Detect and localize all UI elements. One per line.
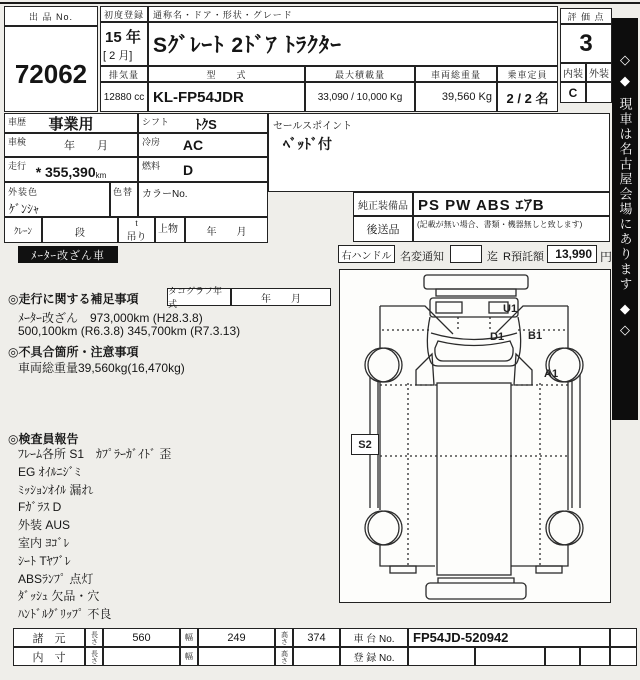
lot-no-value: 72062 — [4, 26, 98, 112]
made-label: 迄 — [487, 251, 498, 263]
spec-length-label: 長さ — [85, 628, 103, 647]
interior-grade-value: C — [560, 82, 586, 103]
sales-point-label: セールスポイント — [273, 121, 353, 132]
max-payload-label: 最大積載量 — [305, 66, 415, 82]
mileage-note-line2: 500,100km (R6.3.8) 345,700km (R7.3.13) — [18, 324, 241, 338]
fuel-cell — [138, 157, 268, 182]
exterior-color-cell — [4, 182, 110, 217]
capacity-value: 2 / 2 名 — [497, 82, 558, 112]
tachograph-label: タコグラフ年式 — [167, 288, 231, 306]
chassis-no-value: FP54JD-520942 — [408, 628, 610, 647]
spec-height-value: 374 — [293, 628, 340, 647]
damage-code-b1: B1 — [528, 330, 543, 342]
exterior-color-label: 外装色 — [8, 187, 39, 197]
crane-tsuri-label: 吊り — [126, 232, 147, 243]
history-cell — [4, 113, 138, 133]
fuel-label: 燃料 — [142, 161, 161, 171]
fuel-value: D — [182, 161, 194, 178]
rename-notice-label: 名変通知 — [400, 251, 444, 263]
rhd-badge: 右ハンドル — [338, 245, 395, 263]
truck-top-view-drawing — [340, 270, 610, 602]
score-label: 評 価 点 — [560, 8, 612, 24]
max-payload-value: 33,090 / 10,000 Kg — [305, 82, 415, 112]
spec-row-label: 諸 元 — [13, 628, 85, 647]
interior-grade-label: 内装 — [560, 63, 586, 82]
diamond-outline-icon: ◇ — [620, 52, 630, 67]
later-items-label: 後送品 — [353, 216, 413, 242]
inspector-line: 室内 ﾖｺﾞﾚ — [18, 535, 70, 550]
inner-height-value — [293, 647, 340, 666]
score-value: 3 — [560, 24, 612, 63]
inspector-line: ﾀﾞｯｼｭ 欠品・穴 — [18, 589, 100, 604]
mileage-label: 走行 — [8, 161, 27, 171]
ac-value: AC — [182, 137, 204, 153]
top-divider — [0, 2, 640, 4]
reg-extra-cell — [545, 647, 580, 666]
exterior-grade-value — [586, 82, 612, 103]
spec-length-value: 560 — [103, 628, 180, 647]
color-no-cell — [138, 182, 268, 217]
inner-row-end-cell — [610, 647, 637, 666]
capacity-label: 乗車定員 — [497, 66, 558, 82]
chassis-no-label: 車 台 No. — [340, 628, 408, 647]
rename-notice-box — [450, 245, 482, 263]
mileage-cell — [4, 157, 138, 182]
mileage-notes-title: ◎走行に関する補足事項 — [8, 292, 139, 306]
crane-tsuri-cell — [118, 217, 155, 243]
deposit-label: R預託額 — [503, 251, 544, 263]
uwamono-label: 上物 — [158, 224, 178, 235]
reg-extra-cell — [580, 647, 610, 666]
history-value: 事業用 — [48, 115, 94, 133]
inner-width-label: 幅 — [180, 647, 198, 666]
tachograph-value: 年 月 — [231, 288, 331, 306]
ac-label: 冷房 — [142, 137, 161, 147]
deposit-value: 13,990 — [547, 245, 597, 263]
registration-no-value — [408, 647, 475, 666]
equipment-label: 純正装備品 — [353, 192, 413, 216]
crane-t-label: t — [135, 219, 138, 228]
shift-label: シフト — [142, 117, 170, 127]
mileage-note-line1: ﾒｰﾀｰ改ざん 973,000km (H28.3.8) — [18, 311, 203, 325]
inner-row-label: 内 寸 — [13, 647, 85, 666]
diamond-filled-icon: ◆ — [620, 301, 630, 316]
inspection-cell — [4, 133, 138, 157]
inspection-value: 年 月 — [64, 140, 108, 152]
inspector-line: ABSﾗﾝﾌﾟ 点灯 — [18, 571, 94, 586]
displacement-value: 12880 cc — [100, 82, 148, 112]
uwamono-cell — [155, 217, 185, 243]
inner-width-value — [198, 647, 275, 666]
first-registration-value — [100, 22, 148, 66]
damage-code-a1: A1 — [544, 368, 559, 380]
inspector-line: ﾐｯｼｮﾝｵｲﾙ 漏れ — [18, 482, 94, 497]
damage-code-s2: S2 — [351, 434, 379, 455]
diamond-filled-icon: ◆ — [620, 73, 630, 88]
first-registration-month: [ 2 月] — [103, 50, 133, 62]
inspector-report-title: ◎検査員報告 — [8, 432, 79, 446]
shift-cell — [138, 113, 268, 133]
ac-cell — [138, 133, 268, 157]
history-label: 車歴 — [8, 117, 27, 127]
uwamono-year-cell: 年 月 — [185, 217, 268, 243]
reg-extra-cell — [475, 647, 545, 666]
color-no-label: カラーNo. — [142, 189, 188, 200]
first-registration-year: 15 年 — [105, 29, 141, 46]
spec-height-label: 高さ — [275, 628, 293, 647]
location-notice-text: 現車は名古屋会場にあります — [617, 97, 633, 292]
later-items-note: (記載が無い場合、書類・機器無しと致します) — [413, 216, 610, 242]
spec-width-value: 249 — [198, 628, 275, 647]
gross-weight-label: 車両総重量 — [415, 66, 497, 82]
first-registration-label: 初度登録 — [100, 6, 148, 22]
vehicle-diagram — [339, 269, 611, 603]
mileage-value: * 355,390 — [35, 163, 96, 180]
inspector-line: EG ｵｲﾙﾆｼﾞﾐ — [18, 464, 81, 479]
inspector-line: Fｶﾞﾗｽ D — [18, 500, 62, 515]
inspection-label: 車検 — [8, 137, 27, 147]
model-code-value: KL-FP54JDR — [148, 82, 305, 112]
inspector-line: 外装 AUS — [18, 518, 71, 533]
inner-height-label: 高さ — [275, 647, 293, 666]
spec-width-label: 幅 — [180, 628, 198, 647]
defect-note-line: 車両総重量39,560kg(16,470kg) — [18, 361, 185, 375]
sales-point-box — [268, 113, 610, 192]
diamond-outline-icon: ◇ — [620, 322, 630, 337]
color-change-label: 色替 — [113, 187, 134, 197]
damage-code-u1: U1 — [503, 303, 518, 315]
meter-tampered-badge: ﾒｰﾀｰ改ざん車 — [18, 246, 118, 263]
equipment-value: PS PW ABS ｴｱB — [413, 192, 610, 216]
gross-weight-value: 39,560 Kg — [415, 82, 497, 112]
inspector-line: ｼｰﾄ Tﾔﾌﾞﾚ — [18, 553, 71, 568]
damage-code-d1: D1 — [490, 331, 505, 343]
inspector-line: ﾌﾚｰﾑ各所 S1 ｶﾌﾟﾗｰｶﾞｲﾄﾞ 歪 — [18, 447, 172, 461]
inspector-report-lines — [18, 446, 338, 624]
yen-label: 円 — [600, 250, 613, 264]
exterior-color-value: ｹﾞﾝｼｬ — [9, 202, 40, 216]
spec-row-end-cell — [610, 628, 637, 647]
inspector-line: ﾊﾝﾄﾞﾙｸﾞﾘｯﾌﾟ 不良 — [18, 607, 112, 622]
inner-length-label: 長さ — [85, 647, 103, 666]
registration-no-label: 登 録 No. — [340, 647, 408, 666]
shift-value: ﾄｸS — [195, 116, 217, 132]
crane-dan-cell: 段 — [42, 217, 118, 243]
inner-length-value — [103, 647, 180, 666]
location-notice-bar — [612, 18, 638, 420]
lot-no-label: 出 品 No. — [4, 6, 98, 26]
vehicle-name-label: 通称名・ドア・形状・グレード — [148, 6, 558, 22]
color-change-cell — [110, 182, 138, 217]
exterior-grade-label: 外装 — [586, 63, 612, 82]
mileage-unit: km — [95, 171, 107, 180]
model-code-label: 型 式 — [148, 66, 305, 82]
defect-notes-title: ◎不具合箇所・注意事項 — [8, 345, 139, 359]
crane-cell: ｸﾚｰﾝ — [4, 217, 42, 243]
displacement-label: 排気量 — [100, 66, 148, 82]
vehicle-name-value: Sｸﾞﾚｰﾄ 2ﾄﾞｱ ﾄﾗｸﾀｰ — [148, 22, 558, 66]
sales-point-value: ﾍﾞｯﾄﾞ付 — [283, 136, 332, 152]
